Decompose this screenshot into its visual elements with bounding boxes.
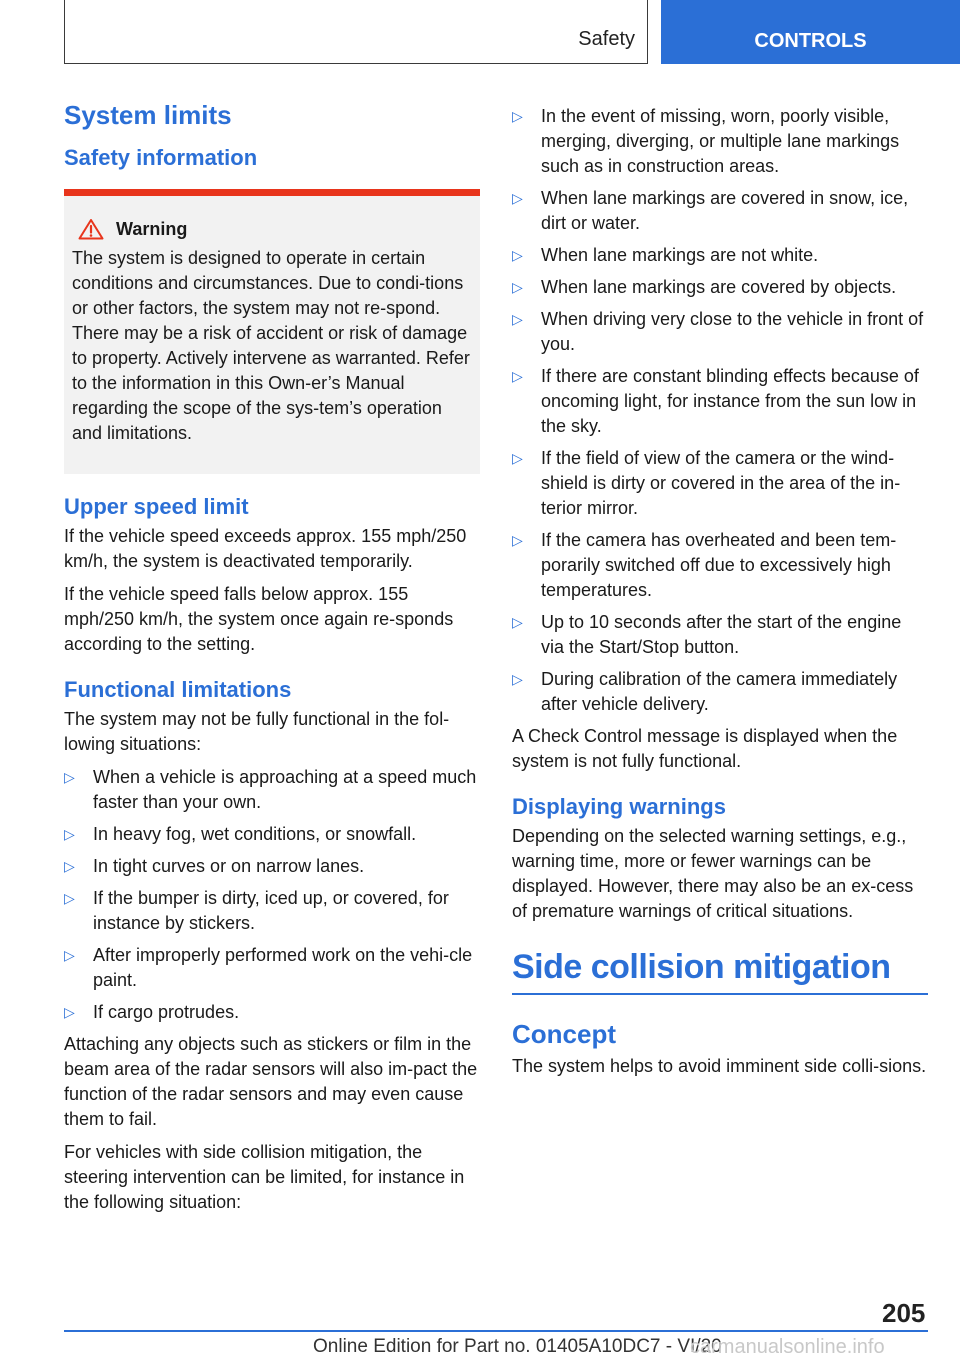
triangle-bullet-icon: ▷ bbox=[64, 947, 75, 963]
list-item bbox=[512, 186, 928, 236]
triangle-bullet-icon: ▷ bbox=[512, 368, 523, 384]
triangle-bullet-icon: ▷ bbox=[512, 671, 523, 687]
functional-limitations-list bbox=[64, 765, 480, 1025]
list-item-text: After improperly performed work on the vehi-cle paint. bbox=[93, 945, 473, 990]
triangle-bullet-icon: ▷ bbox=[512, 279, 523, 295]
triangle-bullet-icon: ▷ bbox=[512, 614, 523, 630]
list-item-text: When driving very close to the vehicle in front of you. bbox=[541, 309, 924, 354]
subtitle-safety-information: Safety information bbox=[64, 145, 258, 170]
concept-paragraph: The system helps to avoid imminent side colli-sions. bbox=[512, 1056, 927, 1076]
heading-displaying-warnings: Displaying warnings bbox=[512, 794, 726, 819]
list-item-text: Up to 10 seconds after the start of the engine via the Start/Stop button. bbox=[541, 612, 902, 657]
list-item bbox=[64, 943, 480, 993]
list-item bbox=[64, 854, 480, 879]
warning-label: Warning bbox=[116, 218, 188, 239]
list-item bbox=[64, 1000, 480, 1025]
section-title-side-collision-mitigation: Side collision mitigation bbox=[512, 948, 928, 995]
list-item bbox=[64, 765, 480, 815]
functional-intro: The system may not be fully functional in the fol-lowing situations: bbox=[64, 709, 450, 754]
list-item-text: When lane markings are covered by objects. bbox=[541, 277, 897, 297]
watermark: carmanualsonline.info bbox=[690, 1336, 885, 1358]
triangle-bullet-icon: ▷ bbox=[64, 769, 75, 785]
list-item-text: If the camera has overheated and been tem-porarily switched off due to excessively high temperatures. bbox=[541, 530, 897, 600]
right-column bbox=[512, 104, 928, 1087]
footer-divider bbox=[64, 1330, 928, 1332]
radar-sensor-paragraph: Attaching any objects such as stickers or film in the beam area of the radar sensors will also im-pact the function of the radar sensors and may even cause them to fail. bbox=[64, 1034, 478, 1129]
heading-functional-limitations: Functional limitations bbox=[64, 677, 292, 702]
list-item-text: If the bumper is dirty, iced up, or covered, for instance by stickers. bbox=[93, 888, 449, 933]
heading-concept: Concept bbox=[512, 1019, 616, 1049]
triangle-bullet-icon: ▷ bbox=[512, 190, 523, 206]
check-control-paragraph: A Check Control message is displayed when the system is not fully functional. bbox=[512, 726, 898, 771]
list-item bbox=[512, 364, 928, 439]
list-item-text: If there are constant blinding effects because of oncoming light, for instance from the sun low in the sky. bbox=[541, 366, 919, 436]
triangle-bullet-icon: ▷ bbox=[64, 1004, 75, 1020]
list-item bbox=[512, 307, 928, 357]
list-item-text: If the field of view of the camera or the wind-shield is dirty or covered in the area of the in-terior mirror. bbox=[541, 448, 901, 518]
triangle-bullet-icon: ▷ bbox=[512, 450, 523, 466]
triangle-bullet-icon: ▷ bbox=[512, 532, 523, 548]
list-item-text: If cargo protrudes. bbox=[93, 1002, 240, 1022]
steering-intervention-paragraph: For vehicles with side collision mitigation, the steering intervention can be limited, for instance in the following situation: bbox=[64, 1142, 465, 1212]
left-column bbox=[64, 100, 480, 1223]
upper-speed-paragraph-2: If the vehicle speed falls below approx. 155 mph/250 km/h, the system once again re-sponds according to the setting. bbox=[64, 584, 454, 654]
list-item-text: During calibration of the camera immediately after vehicle delivery. bbox=[541, 669, 898, 714]
header-section-label: Safety bbox=[578, 28, 635, 50]
warning-triangle-icon bbox=[78, 218, 104, 240]
list-item bbox=[512, 104, 928, 179]
list-item bbox=[512, 275, 928, 300]
list-item-text: In tight curves or on narrow lanes. bbox=[93, 856, 365, 876]
list-item bbox=[512, 610, 928, 660]
section-title-system-limits: System limits bbox=[64, 100, 232, 130]
triangle-bullet-icon: ▷ bbox=[512, 108, 523, 124]
list-item-text: In the event of missing, worn, poorly visible, merging, diverging, or multiple lane markings such as in construction areas. bbox=[541, 106, 900, 176]
heading-upper-speed-limit: Upper speed limit bbox=[64, 494, 249, 519]
upper-speed-paragraph-1: If the vehicle speed exceeds approx. 155 mph/250 km/h, the system is deactivated temporarily. bbox=[64, 526, 467, 571]
lane-marking-limitations-list bbox=[512, 104, 928, 717]
triangle-bullet-icon: ▷ bbox=[512, 311, 523, 327]
page-number: 205 bbox=[882, 1298, 926, 1328]
triangle-bullet-icon: ▷ bbox=[512, 247, 523, 263]
footer-edition: Online Edition for Part no. 01405A10DC7 - VI/20 bbox=[313, 1336, 722, 1357]
triangle-bullet-icon: ▷ bbox=[64, 858, 75, 874]
displaying-warnings-paragraph: Depending on the selected warning settings, e.g., warning time, more or fewer warnings can be displayed. However, there may also be an ex-cess of premature warnings of critical situations. bbox=[512, 826, 914, 921]
header-frame bbox=[64, 0, 648, 64]
list-item-text: When lane markings are covered in snow, ice, dirt or water. bbox=[541, 188, 909, 233]
list-item-text: When a vehicle is approaching at a speed much faster than your own. bbox=[93, 767, 477, 812]
list-item bbox=[512, 528, 928, 603]
warning-box bbox=[64, 189, 480, 474]
list-item bbox=[512, 243, 928, 268]
list-item bbox=[512, 667, 928, 717]
warning-text: The system is designed to operate in certain conditions and circumstances. Due to condi-tions or other factors, the system may not re-spond. There may be a risk of accident or risk of damage to property. Actively intervene as warranted. Refer to the information in this Own-er’s Manual regarding the scope of the sys-tem’s operation and limitations. bbox=[72, 248, 470, 443]
list-item bbox=[64, 822, 480, 847]
triangle-bullet-icon: ▷ bbox=[64, 890, 75, 906]
warning-header bbox=[72, 218, 472, 240]
list-item bbox=[64, 886, 480, 936]
list-item bbox=[512, 446, 928, 521]
triangle-bullet-icon: ▷ bbox=[64, 826, 75, 842]
list-item-text: When lane markings are not white. bbox=[541, 245, 819, 265]
header-chapter-tab[interactable]: CONTROLS bbox=[661, 0, 960, 64]
list-item-text: In heavy fog, wet conditions, or snowfall. bbox=[93, 824, 417, 844]
